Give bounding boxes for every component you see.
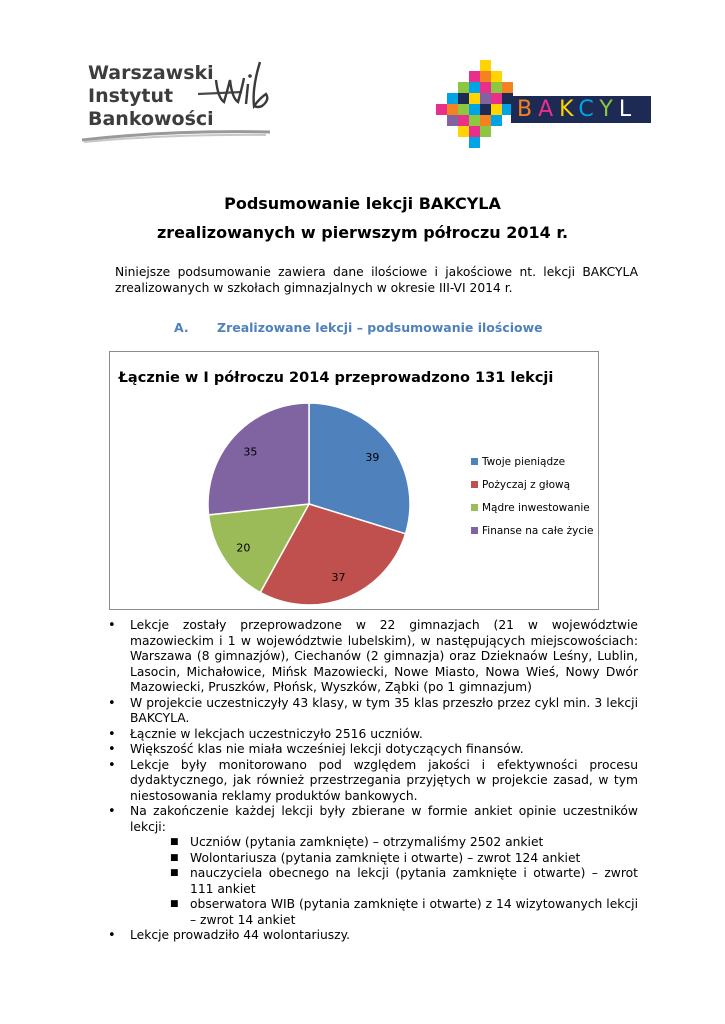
- bullet-dot-icon: •: [108, 804, 116, 819]
- sub-list-item-text: Wolontariusza (pytania zamknięte i otwarte) – zwrot 124 ankiet: [190, 850, 581, 865]
- bullet-dot-icon: •: [108, 742, 116, 757]
- pie-chart-svg: [110, 352, 600, 611]
- bakcyl-letter: A: [538, 97, 560, 122]
- list-item-text: Lekcje prowadziło 44 wolontariuszy.: [130, 928, 351, 942]
- list-item-text: Lekcje zostały przeprowadzone w 22 gimnazjach (21 w województwie mazowieckim i 1 w województwie lubelskim), w następujących miejscowościach: Warszawa (8 gimnazjów), Ciechanów (2 gimnazja) oraz Dzieknaów Leśny, Lublin, Lasocin, Michałowice, Mińsk Mazowiecki, Nowe Miasto, Nowa Wieś, Nowy Dwór Mazowiecki, Pruszków, Płońsk, Wyszków, Ząbki (po 1 gimnazjum): [130, 618, 638, 694]
- list-item-text: Na zakończenie każdej lekcji były zbierane w formie ankiet opinie uczestników lekcji:: [130, 804, 638, 834]
- list-item: [108, 618, 638, 696]
- bakcyl-letter: L: [618, 97, 638, 122]
- pie-chart: [109, 351, 599, 610]
- pie-slice: [208, 403, 309, 515]
- list-item: [108, 742, 638, 758]
- legend-label: Finanse na całe życie: [482, 525, 594, 537]
- legend-swatch: [471, 481, 478, 488]
- sub-list-item-text: nauczyciela obecnego na lekcji (pytania zamknięte i otwarte) – zwrot 111 ankiet: [190, 866, 638, 896]
- pie-data-label: 39: [365, 451, 380, 465]
- sub-list-item-text: Uczniów (pytania zamknięte) – otrzymaliśmy 2502 ankiet: [190, 835, 544, 849]
- list-item-text: Lekcje były monitorowano pod względem jakości i efektywności procesu dydaktycznego, jak również przestrzegania przyjętych w projekcie zasad, w tym niestosowania reklamy produktów bankowych.: [130, 757, 638, 803]
- bakcyl-logo: [436, 60, 656, 152]
- intro-paragraph: Niniejsze podsumowanie zawiera dane ilościowe i jakościowe nt. lekcji BAKCYLA zrealizowanych w szkołach gimnazjalnych w okresie III-VI 2014 r.: [115, 265, 638, 295]
- wib-logo-line3: Bankowości: [88, 108, 214, 130]
- bullet-dot-icon: •: [108, 618, 116, 633]
- legend-swatch: [471, 504, 478, 511]
- bakcyl-mosaic-icon: [436, 60, 516, 152]
- wib-logo-line2: Instytut: [88, 85, 174, 107]
- legend-label: Mądre inwestowanie: [482, 502, 590, 514]
- square-bullet-icon: ■: [170, 868, 179, 878]
- square-bullet-icon: ■: [170, 899, 179, 909]
- section-a-heading: [174, 320, 543, 335]
- bakcyl-letter: C: [578, 97, 600, 122]
- pie-data-label: 35: [243, 445, 258, 459]
- bullet-dot-icon: •: [108, 695, 116, 711]
- pie-data-label: 20: [236, 541, 251, 555]
- wib-logo: [78, 58, 278, 148]
- sub-list-item: [108, 835, 638, 851]
- sub-list-item-text: obserwatora WIB (pytania zamknięte i otwarte) z 14 wizytowanych lekcji – zwrot 14 ankiet: [190, 897, 638, 927]
- bakcyl-wordmark: [511, 96, 651, 123]
- sub-list-item: [108, 897, 638, 928]
- list-item-text: Łącznie w lekcjach uczestniczyło 2516 uczniów.: [130, 726, 423, 741]
- legend-label: Pożyczaj z głową: [482, 479, 571, 491]
- wib-logo-text: [88, 62, 214, 131]
- bullet-dot-icon: •: [108, 928, 116, 943]
- bakcyl-letter: K: [559, 97, 579, 122]
- list-item: [108, 696, 638, 727]
- list-item-text: Większość klas nie miała wcześniej lekcji dotyczących finansów.: [130, 742, 524, 756]
- sub-list-item: [108, 851, 638, 867]
- bullet-dot-icon: •: [108, 757, 116, 773]
- list-item: [108, 727, 638, 743]
- bullet-dot-icon: •: [108, 726, 116, 742]
- sub-list-item: [108, 866, 638, 897]
- document-title-line1: Podsumowanie lekcji BAKCYLA: [224, 194, 501, 213]
- section-a-letter: A.: [174, 320, 189, 335]
- document-title-line2: zrealizowanych w pierwszym półroczu 2014 r.: [156, 223, 569, 242]
- section-a-title: Zrealizowane lekcji – podsumowanie ilościowe: [217, 320, 543, 335]
- wib-swoosh-icon: [80, 128, 272, 144]
- wib-logo-line1: Warszawski: [88, 62, 214, 84]
- chart-title: Łącznie w I półroczu 2014 przeprowadzono 131 lekcji: [118, 370, 554, 386]
- square-bullet-icon: ■: [170, 852, 179, 863]
- bullet-list: [108, 618, 638, 944]
- legend-swatch: [471, 458, 478, 465]
- square-bullet-icon: ■: [170, 837, 179, 847]
- list-item: [108, 804, 638, 835]
- bakcyl-letter: B: [517, 97, 539, 122]
- legend-swatch: [471, 527, 478, 534]
- list-item-text: W projekcie uczestniczyły 43 klasy, w tym 35 klas przeszło przez cykl min. 3 lekcji BAKCYLA.: [130, 695, 638, 725]
- bakcyl-letter: Y: [599, 97, 619, 122]
- pie-data-label: 37: [331, 571, 346, 585]
- legend-label: Twoje pieniądze: [482, 456, 566, 468]
- list-item: [108, 928, 638, 944]
- wib-signature-icon: [196, 58, 280, 126]
- list-item: [108, 758, 638, 805]
